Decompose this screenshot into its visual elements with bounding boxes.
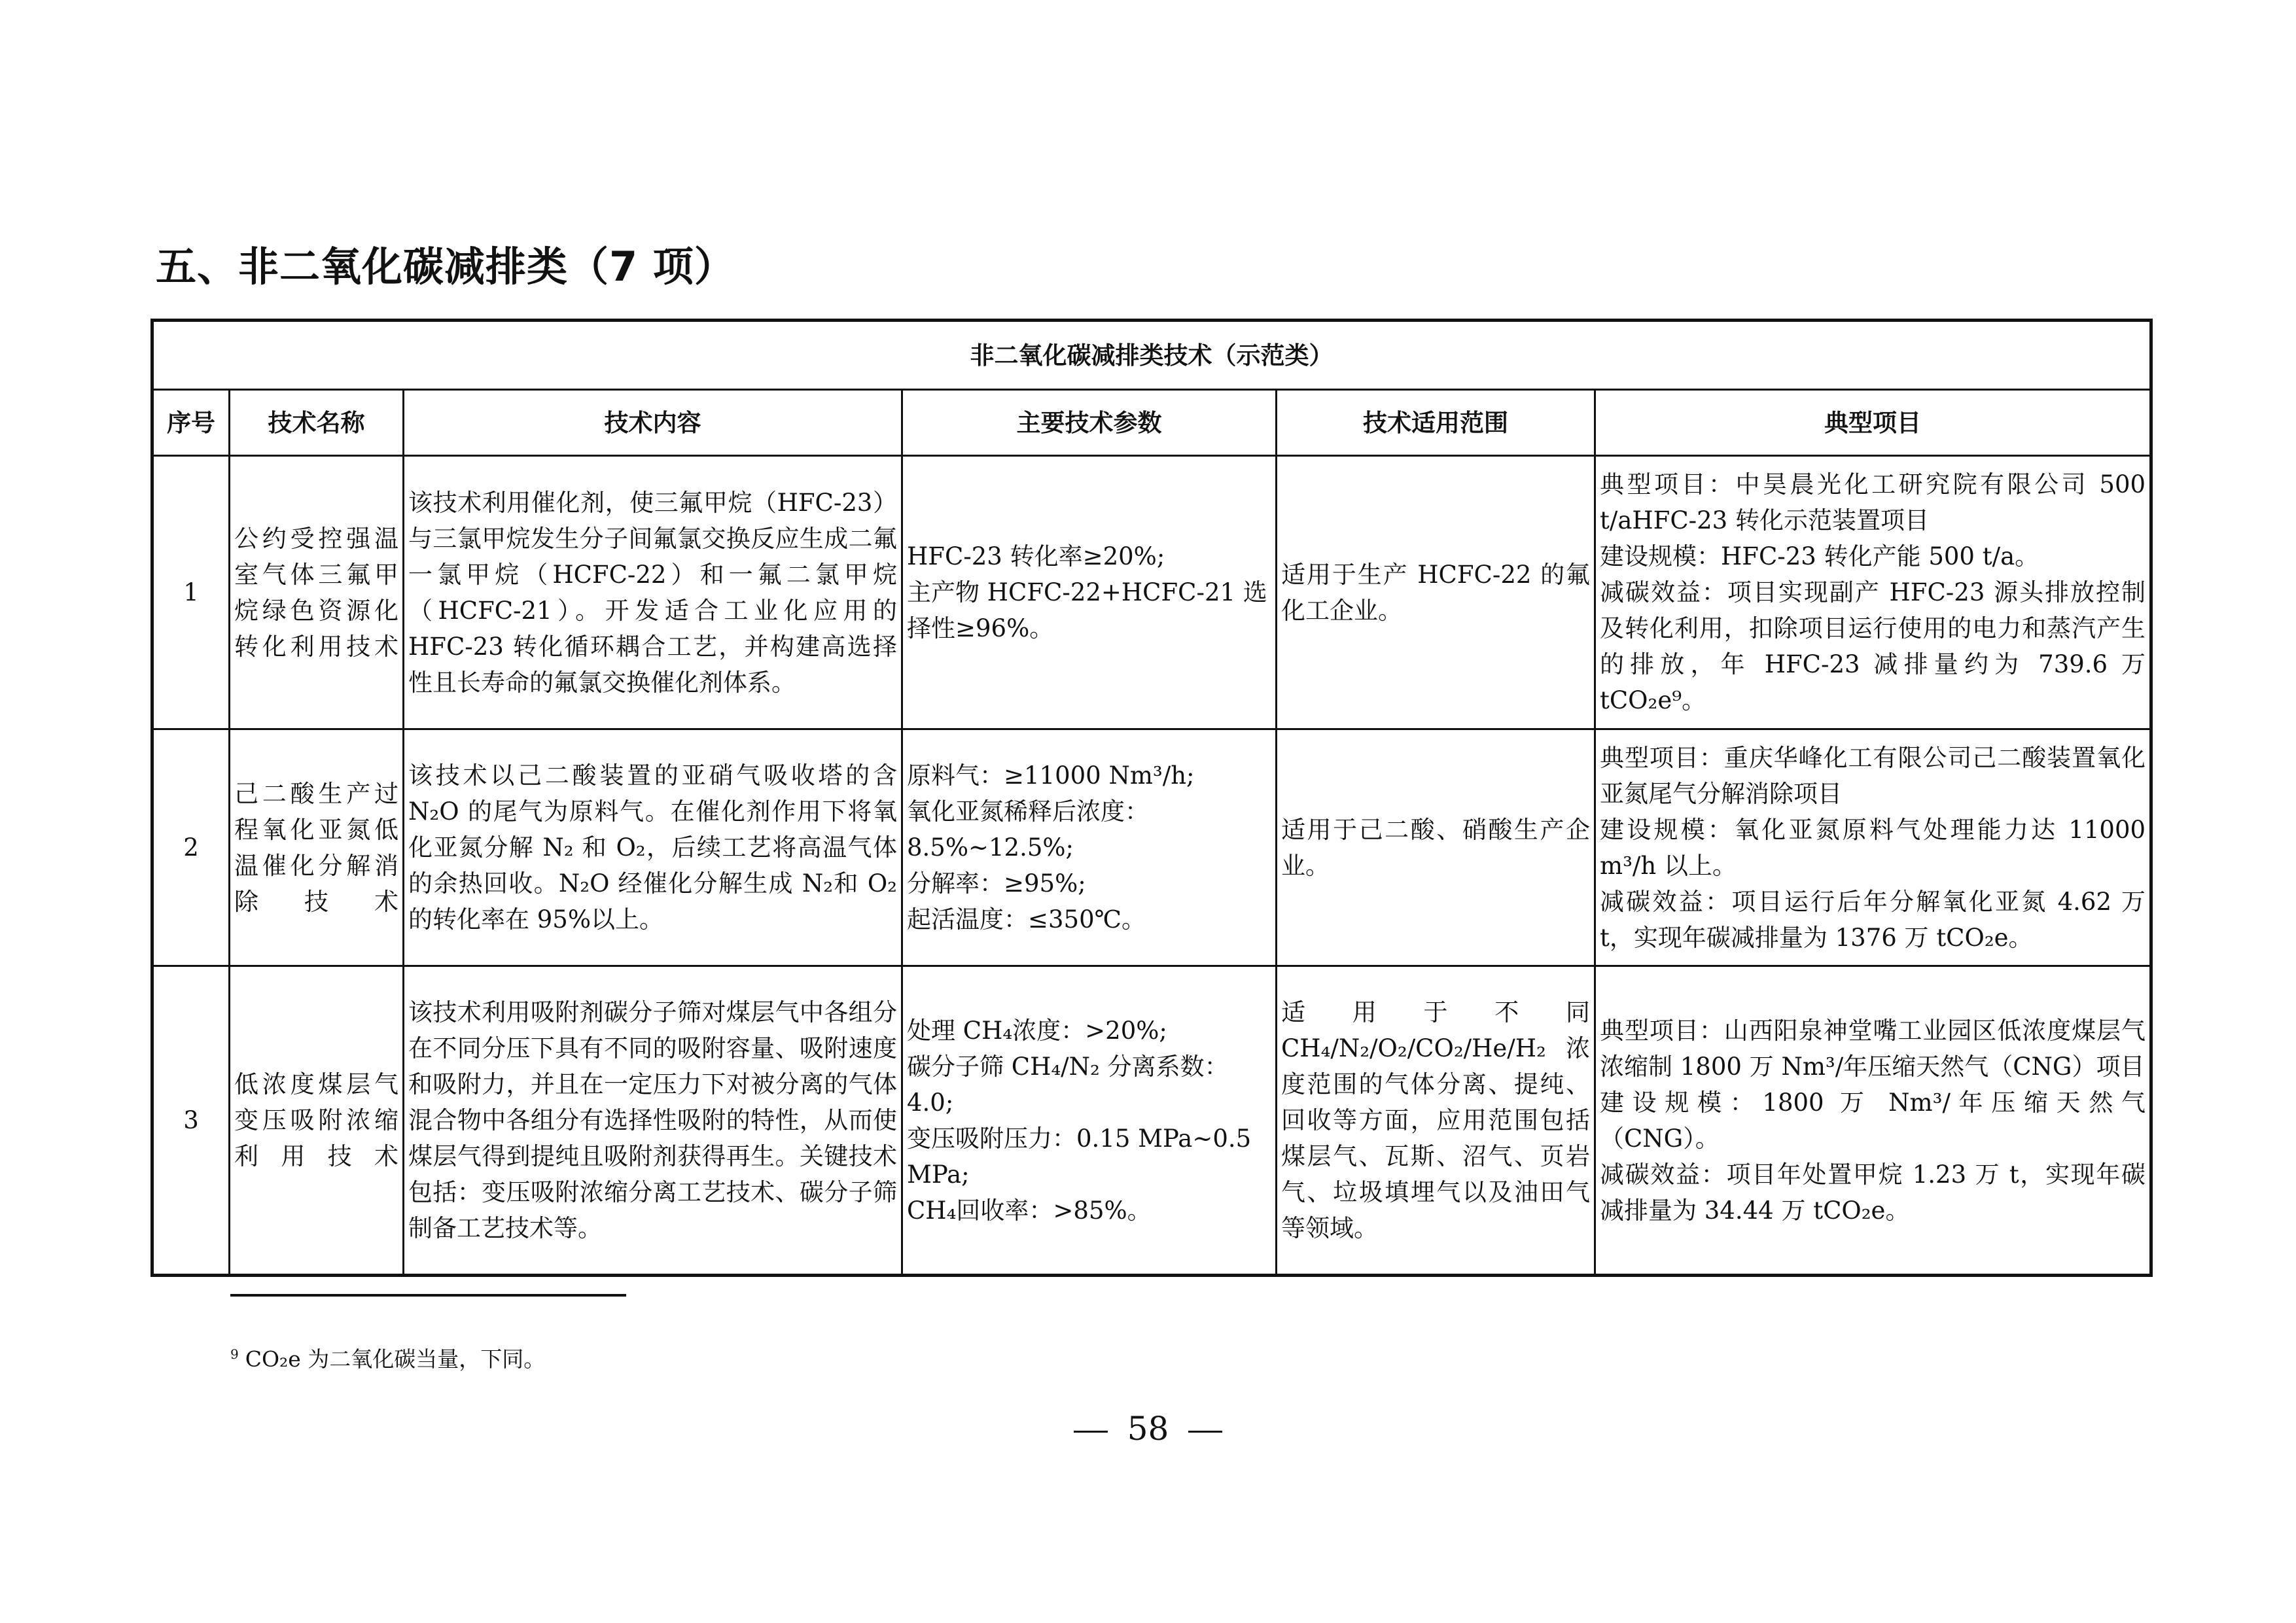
project-line: 建设规模：氧化亚氮原料气处理能力达 11000 m³/h 以上。 (1600, 815, 2146, 880)
param-line: 处理 CH₄浓度：>20%; (907, 1016, 1167, 1045)
row-project (1595, 456, 2151, 729)
page-number-value: 58 (1127, 1410, 1169, 1448)
row-project (1595, 729, 2151, 966)
param-line: CH₄回收率：>85%。 (907, 1196, 1152, 1225)
param-line: 分解率：≥95%; (907, 869, 1086, 898)
technology-table (150, 319, 2153, 1277)
row-tech-name: 公约受控强温室气体三氟甲烷绿色资源化转化利用技术 (230, 456, 404, 729)
row-params (902, 966, 1277, 1276)
row-params (902, 729, 1277, 966)
header-params: 主要技术参数 (902, 390, 1277, 456)
table-row (152, 456, 2151, 729)
row-tech-content: 该技术利用吸附剂碳分子筛对煤层气中各组分在不同分压下具有不同的吸附容量、吸附速度和吸附力，并且在一定压力下对被分离的气体混合物中各组分有选择性吸附的特性，从而使煤层气得到提纯且吸附剂获得再生。关键技术包括：变压吸附浓缩分离工艺技术、碳分子筛制备工艺技术等。 (404, 966, 902, 1276)
page-number-dash-left (1074, 1431, 1108, 1433)
row-tech-content: 该技术利用催化剂，使三氟甲烷（HFC-23）与三氯甲烷发生分子间氟氯交换反应生成二氟一氯甲烷（HCFC-22）和一氟二氯甲烷（HCFC-21）。开发适合工业化应用的 HFC-23 转化循环耦合工艺，并构建高选择性且长寿命的氟氯交换催化剂体系。 (404, 456, 902, 729)
table-header-row (152, 390, 2151, 456)
header-project: 典型项目 (1595, 390, 2151, 456)
param-line: 氧化亚氮稀释后浓度：8.5%~12.5%; (907, 797, 1149, 862)
row-tech-name: 己二酸生产过程氧化亚氮低温催化分解消除技术 (230, 729, 404, 966)
header-content: 技术内容 (404, 390, 902, 456)
project-line: 典型项目：中昊晨光化工研究院有限公司 500 t/aHFC-23 转化示范装置项目 (1600, 470, 2146, 534)
page-number (0, 1410, 2296, 1448)
param-line: 起活温度：≤350℃。 (907, 905, 1146, 934)
row-scope: 适用于生产 HCFC-22 的氟化工企业。 (1277, 456, 1595, 729)
page-number-dash-right (1188, 1431, 1222, 1433)
project-line: 建设规模：1800 万 Nm³/年压缩天然气（CNG）。 (1600, 1088, 2146, 1153)
footnote (230, 1342, 545, 1373)
table-row (152, 966, 2151, 1276)
project-line: 减碳效益：项目运行后年分解氧化亚氮 4.62 万 t，实现年碳减排量为 1376 万 tCO₂e。 (1600, 887, 2146, 952)
param-line: 碳分子筛 CH₄/N₂ 分离系数：4.0; (907, 1052, 1229, 1117)
row-num: 2 (152, 729, 230, 966)
table-caption-row (152, 321, 2151, 390)
row-scope: 适用于不同CH₄/N₂/O₂/CO₂/He/H₂浓度范围的气体分离、提纯、回收等方面，应用范围包括煤层气、瓦斯、沼气、页岩气、垃圾填埋气以及油田气等领域。 (1277, 966, 1595, 1276)
row-tech-name: 低浓度煤层气变压吸附浓缩利用技术 (230, 966, 404, 1276)
row-project (1595, 966, 2151, 1276)
footnote-divider (230, 1294, 626, 1297)
param-line: 原料气：≥11000 Nm³/h; (907, 761, 1195, 790)
header-num: 序号 (152, 390, 230, 456)
section-title: 五、非二氧化碳减排类（7 项） (156, 243, 735, 290)
param-line: 主产物 HCFC-22+HCFC-21 选择性≥96%。 (907, 578, 1267, 642)
footnote-text: CO₂e 为二氧化碳当量，下同。 (245, 1346, 546, 1372)
project-line: 典型项目：山西阳泉神堂嘴工业园区低浓度煤层气浓缩制 1800 万 Nm³/年压缩天然气（CNG）项目 (1600, 1016, 2146, 1081)
row-num: 3 (152, 966, 230, 1276)
param-line: 变压吸附压力：0.15 MPa~0.5 MPa; (907, 1124, 1252, 1189)
table-row (152, 729, 2151, 966)
project-line: 建设规模：HFC-23 转化产能 500 t/a。 (1600, 542, 2040, 570)
row-params (902, 456, 1277, 729)
table-caption: 非二氧化碳减排类技术（示范类） (152, 321, 2151, 390)
project-line: 典型项目：重庆华峰化工有限公司己二酸装置氧化亚氮尾气分解消除项目 (1600, 743, 2146, 808)
row-scope: 适用于己二酸、硝酸生产企业。 (1277, 729, 1595, 966)
row-tech-content: 该技术以己二酸装置的亚硝气吸收塔的含 N₂O 的尾气为原料气。在催化剂作用下将氧化亚氮分解 N₂ 和 O₂，后续工艺将高温气体的余热回收。N₂O 经催化分解生成 N₂和 O₂的转化率在 95%以上。 (404, 729, 902, 966)
project-line: 减碳效益：项目实现副产 HFC-23 源头排放控制及转化利用，扣除项目运行使用的电力和蒸汽产生的排放，年 HFC-23 减排量约为 739.6 万 tCO₂e⁹。 (1600, 578, 2146, 714)
param-line: HFC-23 转化率≥20%; (907, 542, 1165, 570)
project-line: 减碳效益：项目年处置甲烷 1.23 万 t，实现年碳减排量为 34.44 万 tCO₂e。 (1600, 1160, 2146, 1225)
row-num: 1 (152, 456, 230, 729)
header-name: 技术名称 (230, 390, 404, 456)
header-scope: 技术适用范围 (1277, 390, 1595, 456)
footnote-mark: 9 (230, 1346, 239, 1362)
